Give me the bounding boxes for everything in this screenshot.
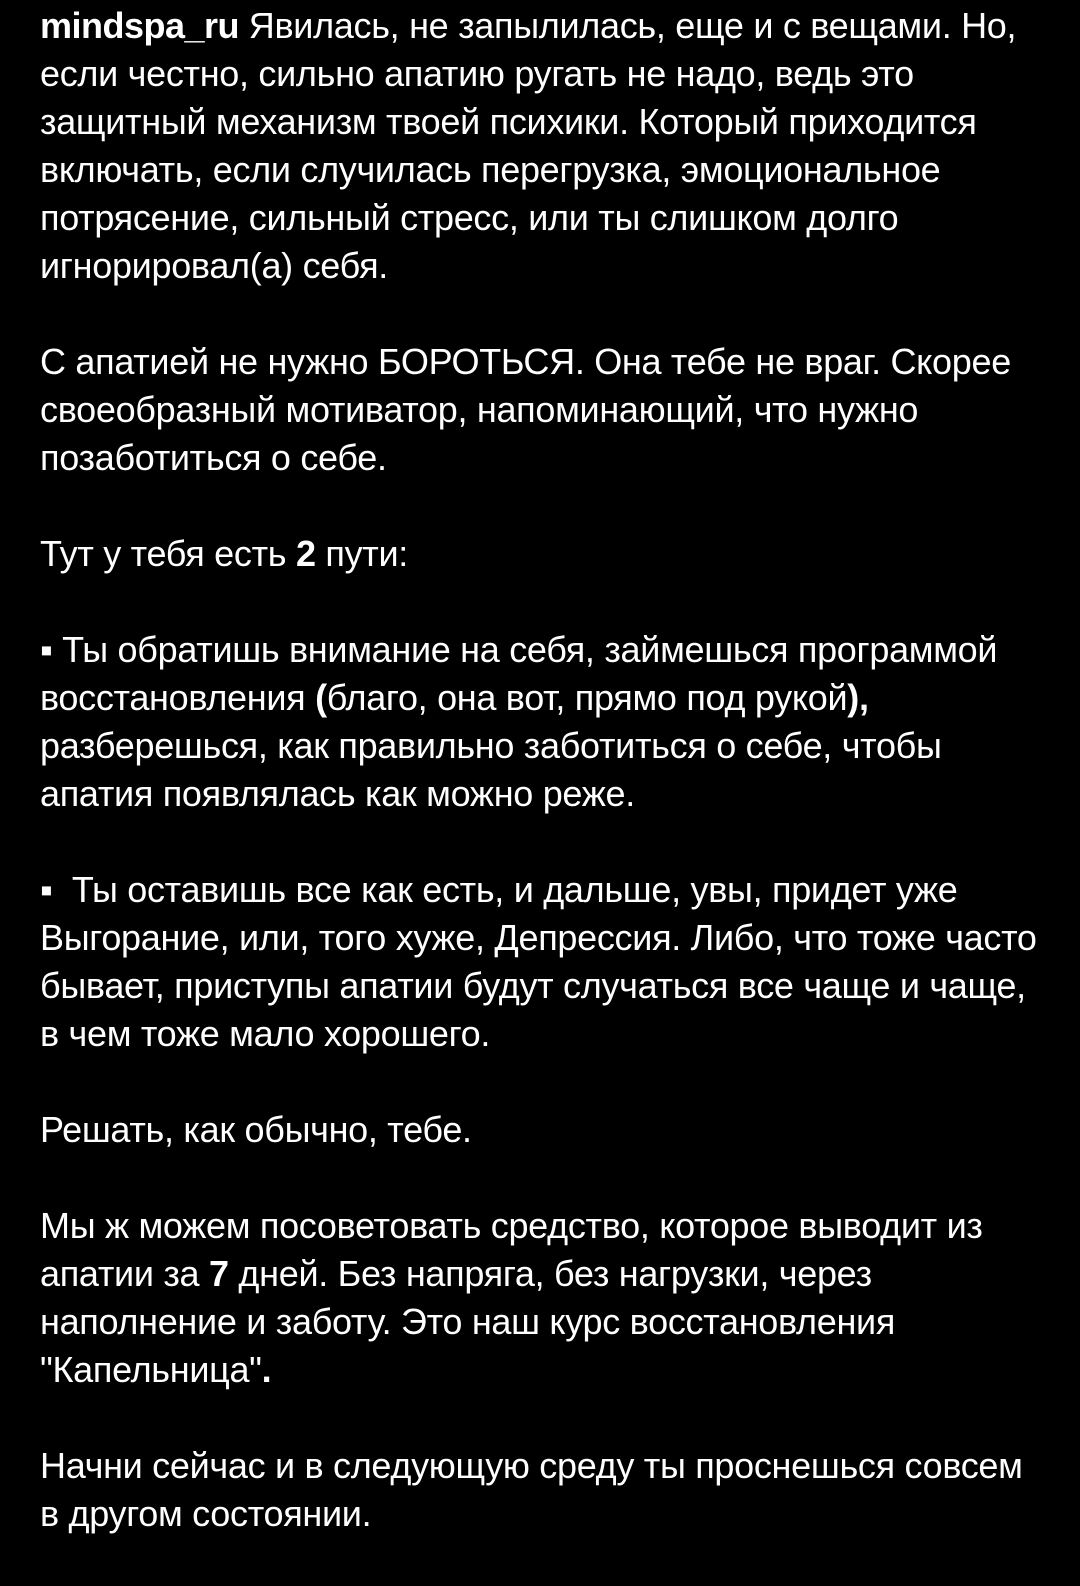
caption-text-call-to-action: Начни сейчас и в следующую среду ты проснешься совсем в другом состоянии. (40, 1445, 1023, 1534)
caption-text-two-paths-before: Тут у тебя есть (40, 533, 296, 574)
bullet-icon: ▪ (40, 629, 53, 670)
caption-bullet-second-path (40, 866, 1040, 1058)
bullet-first-paren-open: ( (315, 677, 327, 718)
bullet-second-text: Ты оставишь все как есть, и дальше, увы, придет уже Выгорание, или, того хуже, Депрессия. Либо, что тоже часто бывает, приступы апатии будут случаться все чаще и чаще, в чем тоже мало хорошего. (40, 869, 1037, 1054)
caption-paragraph-course (40, 1202, 1040, 1394)
caption-text-intro: Явилась, не запылилась, еще и с вещами. Но, если честно, сильно апатию ругать не надо, ведь это защитный механизм твоей психики. Который приходится включать, если случилась перегрузка, эмоциональное потрясение, сильный стресс, или ты слишком долго игнорировал(а) себя. (40, 5, 1017, 286)
bullet-first-text-part3: разберешься, как правильно заботиться о себе, чтобы апатия появлялась как можно реже. (40, 725, 942, 814)
caption-course-period: . (261, 1349, 272, 1390)
bullet-first-text-part2: благо, она вот, прямо под рукой (326, 677, 848, 718)
caption-bullet-first-path (40, 626, 1040, 818)
caption-text-course-part2: дней. Без напряга, без нагрузки, через наполнение и заботу. Это наш курс восстановления "Капельница" (40, 1253, 896, 1390)
caption-paragraph-intro (40, 2, 1040, 290)
caption-number-two: 2 (295, 533, 316, 574)
bullet-icon: ▪ (40, 869, 53, 910)
caption-paragraph-not-fight (40, 338, 1040, 482)
caption-paragraph-call-to-action (40, 1442, 1040, 1538)
bullet-first-paren-close: ), (847, 677, 869, 718)
caption-text-two-paths-after: пути: (315, 533, 408, 574)
caption-text-decide: Решать, как обычно, тебе. (40, 1109, 472, 1150)
caption-paragraph-decide (40, 1106, 1040, 1154)
username-link[interactable]: mindspa_ru (40, 5, 240, 46)
caption-paragraph-two-paths (40, 530, 1040, 578)
caption-text-not-fight: С апатией не нужно БОРОТЬСЯ. Она тебе не враг. Скорее своеобразный мотиватор, напоминающий, что нужно позаботиться о себе. (40, 341, 1011, 478)
caption-number-seven: 7 (209, 1253, 229, 1294)
caption-text-course-part1: Мы ж можем посоветовать средство, которое выводит из апатии за (40, 1205, 983, 1294)
bullet-first-text-part1: Ты обратишь внимание на себя, займешься программой восстановления (40, 629, 998, 718)
